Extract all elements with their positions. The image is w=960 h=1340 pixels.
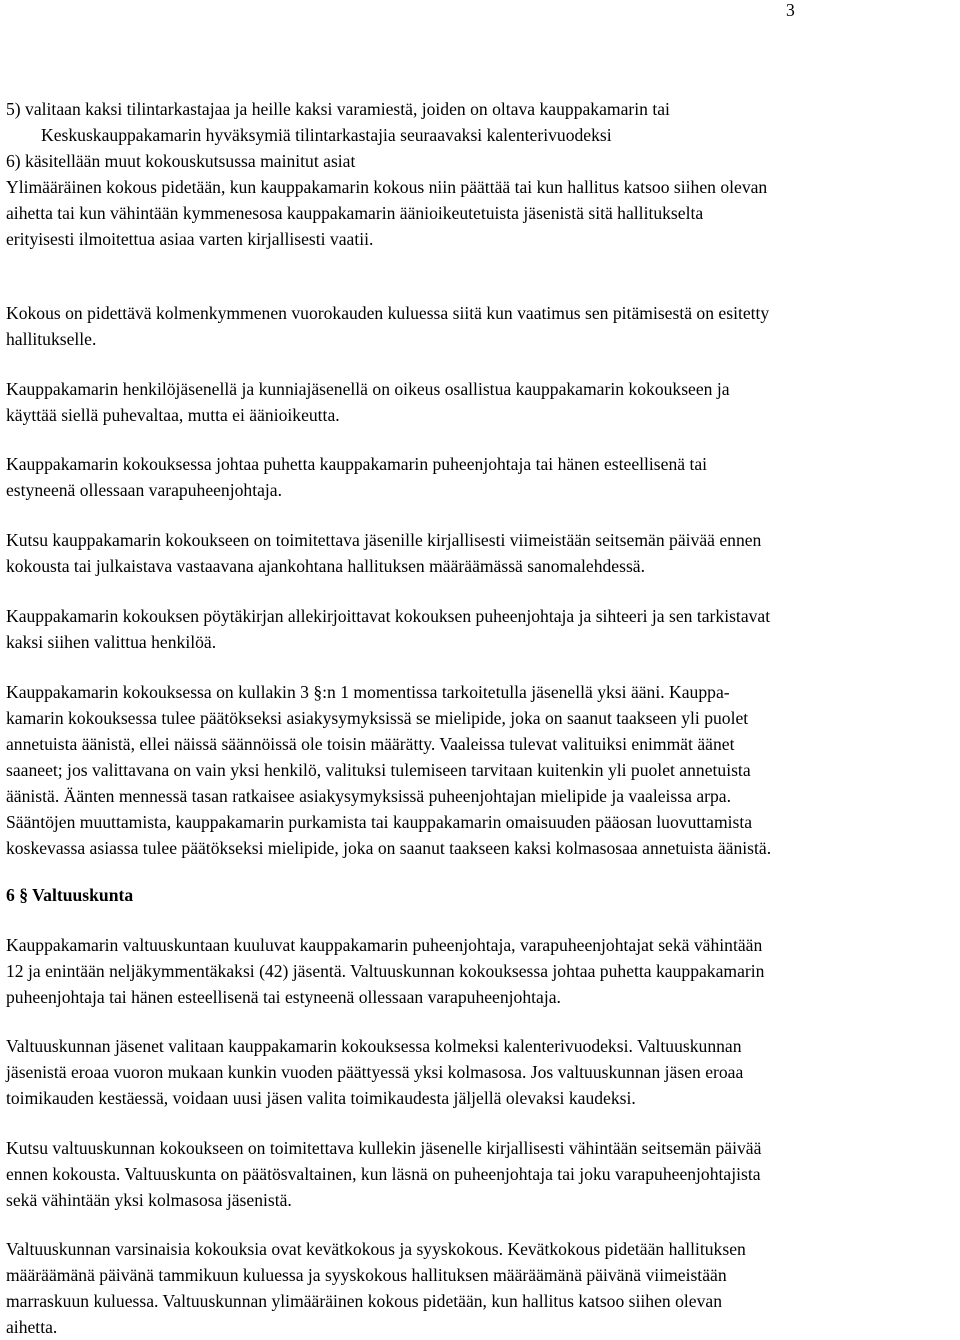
paragraph-line: määräämänä päivänä tammikuun kuluessa ja syyskokous hallituksen määräämänä päivänä viimeistään [6, 1265, 727, 1285]
paragraph-line: 12 ja enintään neljäkymmentäkaksi (42) jäsentä. Valtuuskunnan kokouksessa johtaa puhetta kauppakamarin [6, 961, 765, 981]
paragraph-line: estyneenä ollessaan varapuheenjohtaja. [6, 480, 283, 500]
page-number: 3 [786, 0, 795, 20]
section-paragraph [6, 932, 958, 1010]
paragraph-line: Sääntöjen muuttamista, kauppakamarin purkamista tai kauppakamarin omaisuuden pääosan luovuttamista [6, 812, 753, 832]
paragraph-line: toimikauden kestäessä, voidaan uusi jäsen valita toimikaudesta jäljellä olevaksi kaudeksi. [6, 1088, 636, 1108]
paragraph-line: aihetta. [6, 1317, 58, 1337]
paragraph-line: marraskuun kuluessa. Valtuuskunnan ylimääräinen kokous pidetään, kun hallitus katsoo siihen olevan [6, 1291, 722, 1311]
paragraph-line: koskevassa asiassa tulee päätökseksi mielipide, joka on saanut taakseen kaksi kolmasosaa annetuista äänistä. [6, 838, 772, 858]
paragraph-line: äänistä. Äänten mennessä tasan ratkaisee asiakysymyksissä puheenjohtajan mielipide ja vaaleissa arpa. [6, 786, 732, 806]
paragraph-line: puheenjohtaja tai hänen esteellisenä tai estyneenä ollessaan varapuheenjohtaja. [6, 987, 561, 1007]
paragraph-line: Kokous on pidettävä kolmenkymmenen vuorokauden kuluessa siitä kun vaatimus sen pitämisestä on esitetty [6, 303, 770, 323]
paragraph [6, 679, 958, 861]
paragraph-line: kamarin kokouksessa tulee päätökseksi asiakysymyksissä se mielipide, joka on saanut taakseen yli puolet [6, 708, 749, 728]
paragraph-line: sekä vähintään yksi kolmasosa jäsenistä. [6, 1190, 292, 1210]
paragraph [6, 376, 958, 428]
paragraph-line: Kauppakamarin kokouksessa on kullakin 3 §:n 1 momentissa tarkoitetulla jäsenellä yksi ääni. Kauppa- [6, 682, 730, 702]
list-item: 6) käsitellään muut kokouskutsussa mainitut asiat [6, 151, 356, 171]
paragraph-line: Kauppakamarin kokouksessa johtaa puhetta kauppakamarin puheenjohtaja tai hänen esteellisenä tai [6, 454, 708, 474]
paragraph-line: Kutsu valtuuskunnan kokoukseen on toimitettava kullekin jäsenelle kirjallisesti vähintään seitsemän päivää [6, 1138, 762, 1158]
paragraph [6, 174, 958, 252]
paragraph-line: kokousta tai julkaistava vastaavana ajankohtana hallituksen määräämässä sanomalehdessä. [6, 556, 646, 576]
paragraph-line: käyttää siellä puhevaltaa, mutta ei äänioikeutta. [6, 405, 340, 425]
paragraph [6, 603, 958, 655]
paragraph [6, 451, 958, 503]
section-paragraph [6, 1033, 958, 1111]
paragraph-line: erityisesti ilmoitettua asiaa varten kirjallisesti vaatii. [6, 229, 374, 249]
paragraph-line: Kauppakamarin henkilöjäsenellä ja kunniajäsenellä on oikeus osallistua kauppakamarin kokoukseen ja [6, 379, 730, 399]
paragraph-line: kaksi siihen valittua henkilöä. [6, 632, 217, 652]
paragraph-line: Kauppakamarin kokouksen pöytäkirjan allekirjoittavat kokouksen puheenjohtaja ja sihteeri ja sen tarkistavat [6, 606, 771, 626]
list-item: 5) valitaan kaksi tilintarkastajaa ja heille kaksi varamiestä, joiden on oltava kauppakamarin tai [6, 99, 670, 119]
paragraph-line: Kauppakamarin valtuuskuntaan kuuluvat kauppakamarin puheenjohtaja, varapuheenjohtajat sekä vähintään [6, 935, 763, 955]
section-paragraph [6, 1236, 958, 1340]
paragraph-line: aihetta tai kun vähintään kymmenesosa kauppakamarin äänioikeutetuista jäsenistä sitä hallitukselta [6, 203, 704, 223]
paragraph-line: Valtuuskunnan varsinaisia kokouksia ovat kevätkokous ja syyskokous. Kevätkokous pidetään hallituksen [6, 1239, 746, 1259]
paragraph-line: jäsenistä eroaa vuoron mukaan kunkin vuoden päättyessä yksi kolmasosa. Jos valtuuskunnan jäsen eroaa [6, 1062, 744, 1082]
paragraph-line: hallitukselle. [6, 329, 97, 349]
paragraph-line: annetuista äänistä, ellei näissä säännöissä ole toisin määrätty. Vaaleissa tulevat valituiksi enimmät äänet [6, 734, 735, 754]
paragraph-line: ennen kokousta. Valtuuskunta on päätösvaltainen, kun läsnä on puheenjohtaja tai joku varapuheenjohtajista [6, 1164, 761, 1184]
paragraph-line: saaneet; jos valittavana on vain yksi henkilö, valituksi tulemiseen tarvitaan kuitenkin yli puolet annetuista [6, 760, 751, 780]
paragraph-line: Valtuuskunnan jäsenet valitaan kauppakamarin kokouksessa kolmeksi kalenterivuodeksi. Valtuuskunnan [6, 1036, 742, 1056]
paragraph-line: Kutsu kauppakamarin kokoukseen on toimitettava jäsenille kirjallisesti viimeistään seitsemän päivää ennen [6, 530, 762, 550]
list-item-continuation: Keskuskauppakamarin hyväksymiä tilintarkastajia seuraavaksi kalenterivuodeksi [41, 125, 612, 145]
numbered-list [6, 96, 958, 174]
paragraph-line: Ylimääräinen kokous pidetään, kun kauppakamarin kokous niin päättää tai kun hallitus katsoo siihen olevan [6, 177, 768, 197]
section-heading: 6 § Valtuuskunta [6, 885, 134, 905]
paragraph [6, 300, 958, 352]
paragraph [6, 527, 958, 579]
section-paragraph [6, 1135, 958, 1213]
